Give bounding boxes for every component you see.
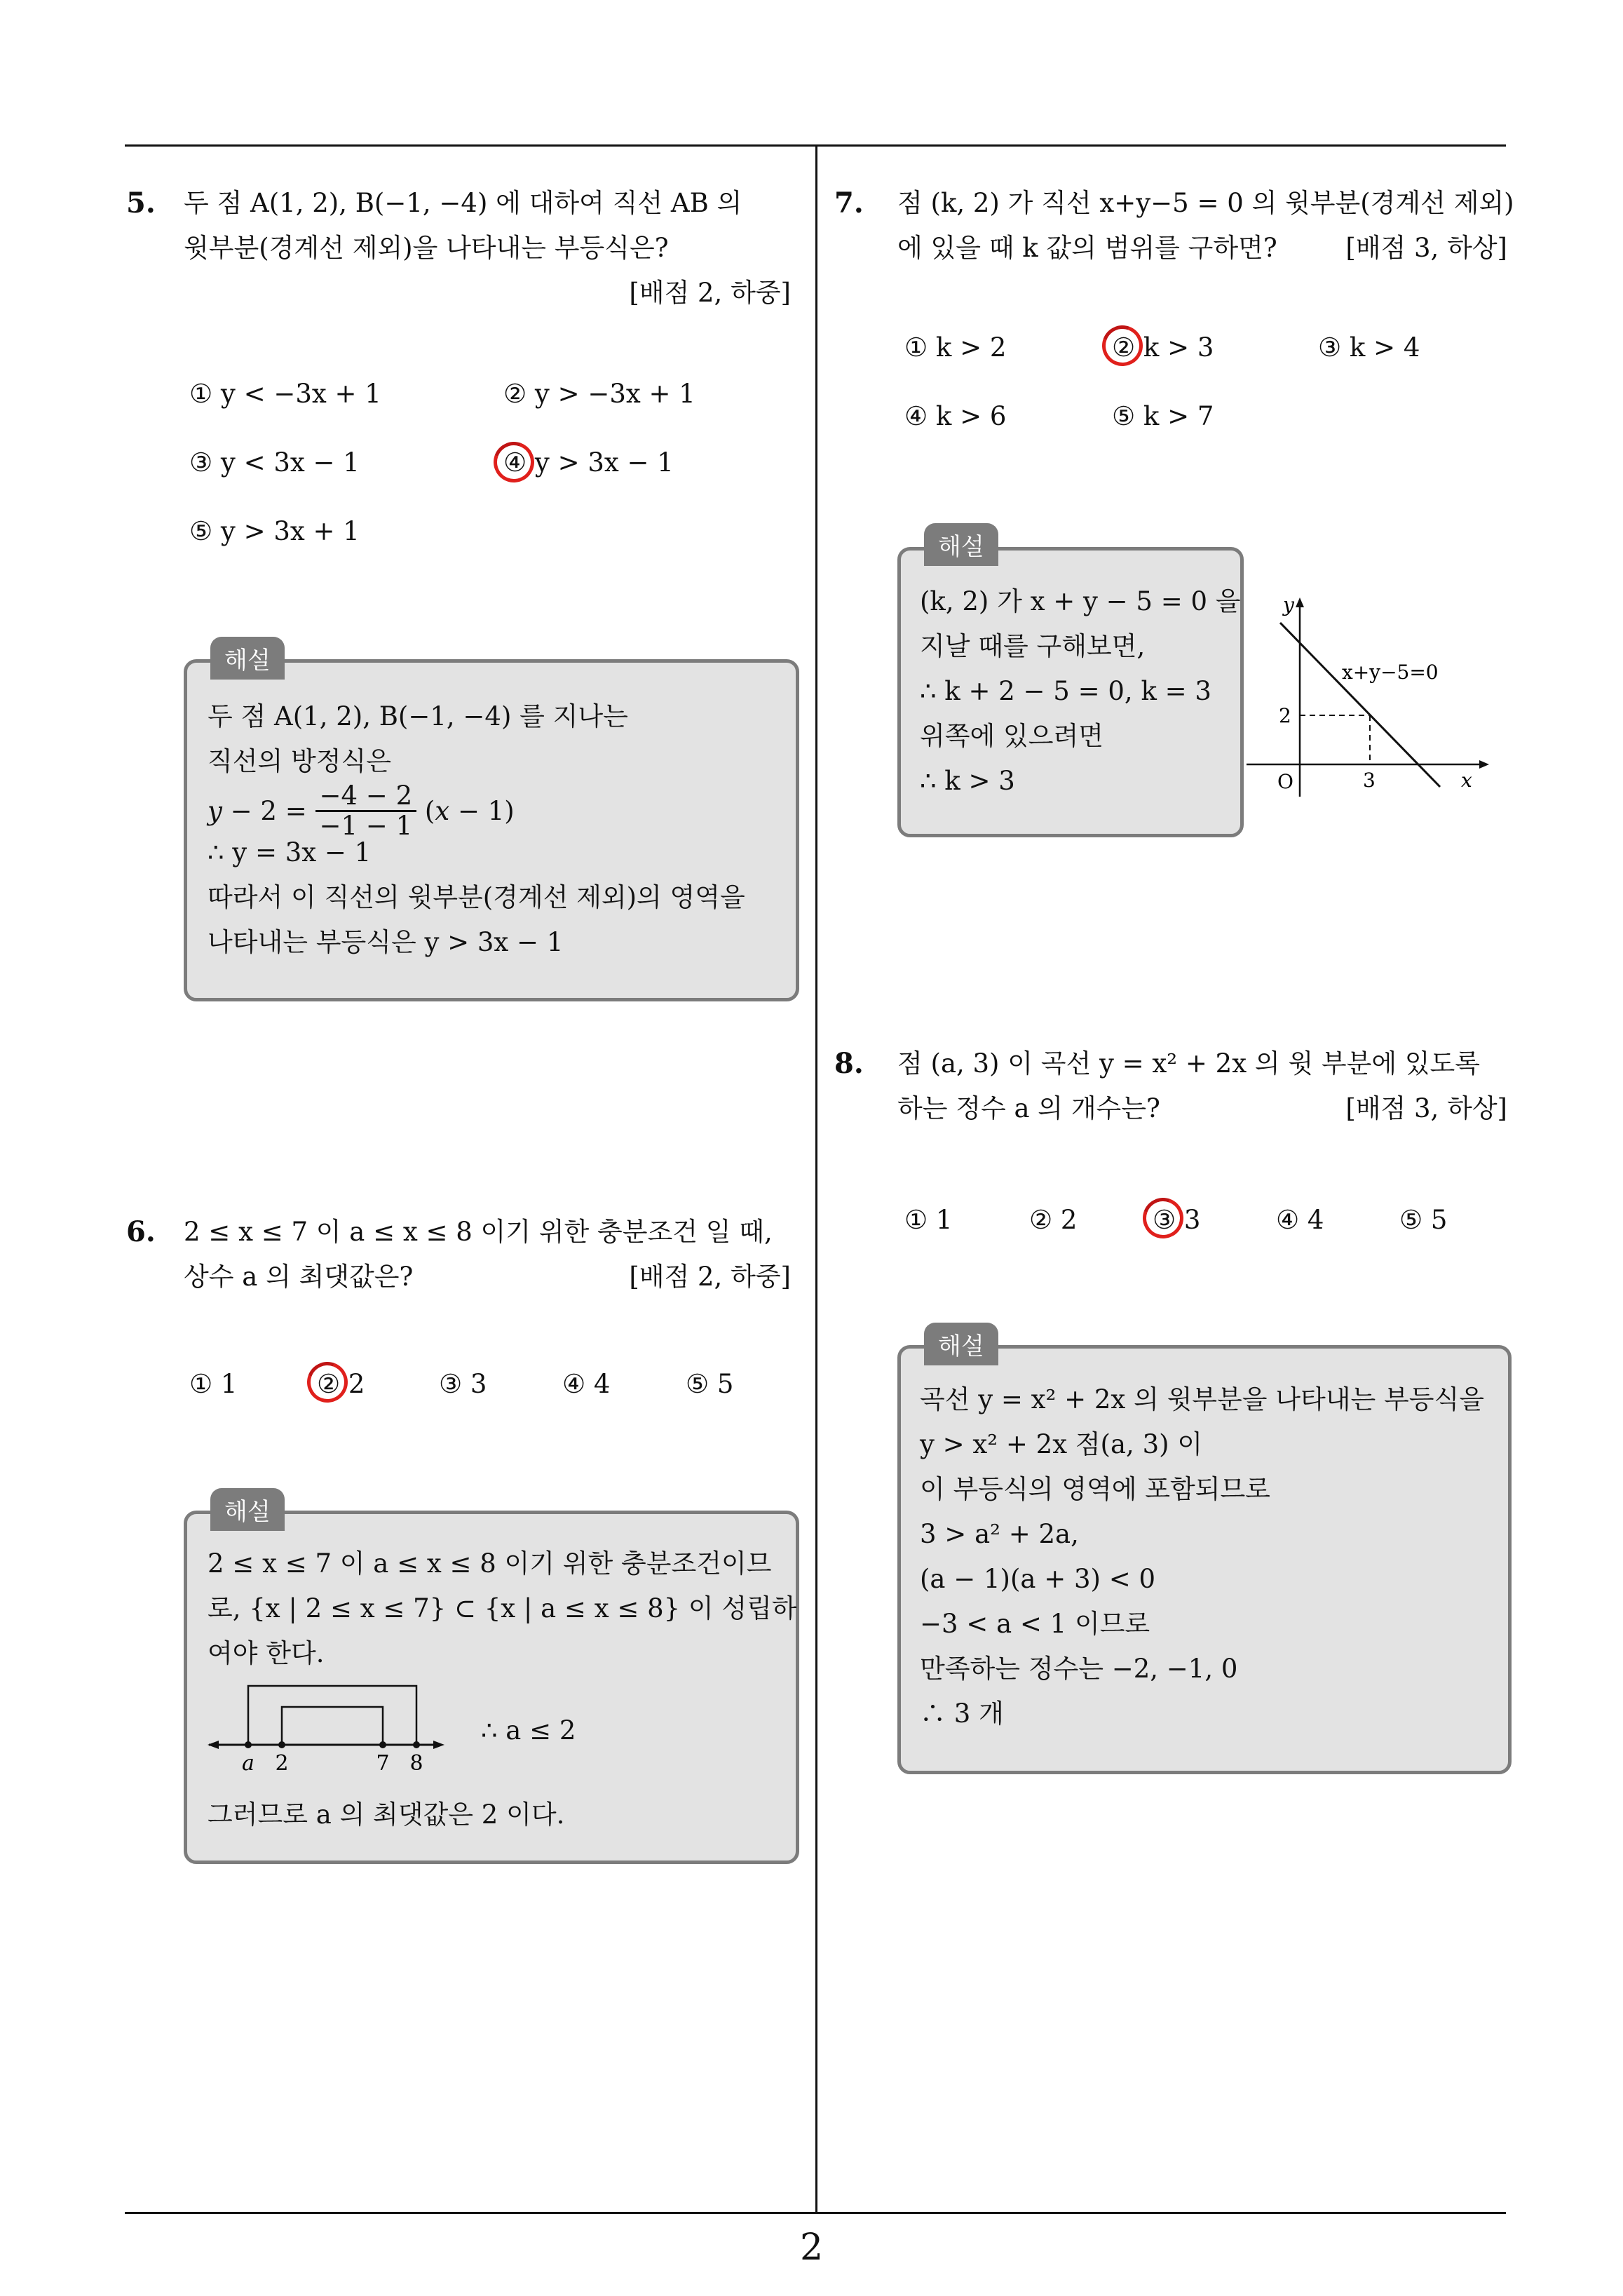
graph-line-label: x+y−5=0 xyxy=(1342,661,1439,684)
graph-tick-y: 2 xyxy=(1279,704,1291,727)
solution-line: 이 부등식의 영역에 포함되므로 xyxy=(920,1474,1270,1504)
column-divider xyxy=(815,144,817,2214)
choice-5[interactable]: ⑤ 5 xyxy=(686,1369,734,1399)
numberline-label: 8 xyxy=(409,1751,423,1776)
bottom-rule xyxy=(125,2212,1506,2214)
question-meta: [배점 2, 하중] xyxy=(629,1262,791,1292)
question-text-line: 2 ≤ x ≤ 7 이 a ≤ x ≤ 8 이기 위한 충분조건 일 때, xyxy=(184,1217,773,1247)
choice-5[interactable]: ⑤ 5 xyxy=(1399,1205,1448,1235)
solution-line: 만족하는 정수는 −2, −1, 0 xyxy=(920,1654,1238,1684)
solution-line: 직선의 방정식은 xyxy=(208,746,391,776)
answer-mark xyxy=(1095,318,1149,372)
question-5 xyxy=(126,181,799,321)
choice-1[interactable]: ① y < −3x + 1 xyxy=(189,379,381,409)
choice-5[interactable]: ⑤ k > 7 xyxy=(1112,401,1214,431)
solution-text xyxy=(208,830,745,965)
solution-line: 2 ≤ x ≤ 7 이 a ≤ x ≤ 8 이기 위한 충분조건이므 xyxy=(208,1548,772,1579)
solution-text xyxy=(208,1541,797,1676)
solution-line: ∴ k > 3 xyxy=(920,766,1015,796)
solution-text xyxy=(920,1377,1484,1736)
choice-2[interactable]: ② 2 xyxy=(1029,1205,1078,1235)
question-text-line: 상수 a 의 최댓값은? xyxy=(184,1262,414,1292)
line-graph xyxy=(1247,593,1492,797)
choice-1[interactable]: ① k > 2 xyxy=(904,332,1007,363)
question-text-line: 에 있을 때 k 값의 범위를 구하면? xyxy=(897,233,1277,263)
solution-line: ∴ y = 3x − 1 xyxy=(208,837,372,867)
solution-tag: 해설 xyxy=(924,523,998,566)
solution-line: 그러므로 a 의 최댓값은 2 이다. xyxy=(208,1799,565,1830)
graph-x-axis-label: x xyxy=(1461,769,1472,792)
question-text-line: 두 점 A(1, 2), B(−1, −4) 에 대하여 직선 AB 의 xyxy=(184,188,742,218)
question-number: 7. xyxy=(834,187,864,220)
choice-5[interactable]: ⑤ y > 3x + 1 xyxy=(189,516,360,546)
question-text-line: 하는 정수 a 의 개수는? xyxy=(897,1093,1160,1123)
solution-line: 두 점 A(1, 2), B(−1, −4) 를 지나는 xyxy=(208,701,628,731)
question-text-line: 점 (k, 2) 가 직선 x+y−5 = 0 의 윗부분(경계선 제외) xyxy=(897,188,1514,218)
solution-tag: 해설 xyxy=(210,1488,285,1531)
fraction-numerator: −4 − 2 xyxy=(315,782,417,812)
question-text-line: 점 (a, 3) 이 곡선 y = x² + 2x 의 윗 부분에 있도록 xyxy=(897,1048,1481,1079)
solution-line: −3 < a < 1 이므로 xyxy=(920,1609,1150,1639)
question-8 xyxy=(834,1041,1521,1140)
question-text-line: 윗부분(경계선 제외)을 나타내는 부등식은? xyxy=(184,233,669,263)
choice-2[interactable]: ② y > −3x + 1 xyxy=(503,379,695,409)
solution-line: 로, {x | 2 ≤ x ≤ 7} ⊂ {x | a ≤ x ≤ 8} 이 성립하 xyxy=(208,1593,797,1623)
numberline-label: a xyxy=(242,1751,254,1776)
choice-3[interactable]: ③ y < 3x − 1 xyxy=(189,447,360,478)
question-number: 8. xyxy=(834,1047,864,1080)
choice-4[interactable]: ④ y > 3x − 1 xyxy=(503,447,674,478)
solution-tag: 해설 xyxy=(924,1323,998,1365)
answer-mark xyxy=(487,435,541,489)
question-meta: [배점 3, 하상] xyxy=(1345,233,1507,263)
solution-tag: 해설 xyxy=(210,637,285,680)
number-line-diagram xyxy=(208,1682,446,1780)
solution-line: ∴ a ≤ 2 xyxy=(481,1715,576,1745)
choice-1[interactable]: ① 1 xyxy=(904,1205,953,1235)
choice-4[interactable]: ④ k > 6 xyxy=(904,401,1007,431)
solution-line: 여야 한다. xyxy=(208,1638,325,1668)
graph-origin-label: O xyxy=(1277,770,1293,793)
graph-tick-x: 3 xyxy=(1363,769,1376,792)
question-number: 6. xyxy=(126,1215,156,1248)
page-number: 2 xyxy=(799,2227,824,2269)
numberline-label: 2 xyxy=(275,1751,289,1776)
solution-line: 위쪽에 있으려면 xyxy=(920,721,1103,751)
graph-y-axis-label: y xyxy=(1283,593,1294,616)
solution-line: 3 > a² + 2a, xyxy=(920,1519,1079,1549)
fraction-denominator: −1 − 1 xyxy=(319,811,413,841)
choice-3[interactable]: ③ k > 4 xyxy=(1318,332,1420,363)
solution-text xyxy=(208,694,628,784)
answer-mark xyxy=(1136,1191,1190,1245)
choice-4[interactable]: ④ 4 xyxy=(1276,1205,1324,1235)
solution-line: ∴ k + 2 − 5 = 0, k = 3 xyxy=(920,676,1211,706)
solution-text xyxy=(920,579,1241,804)
solution-line: 나타내는 부등식은 y > 3x − 1 xyxy=(208,927,564,957)
question-7 xyxy=(834,181,1521,279)
choice-2[interactable]: ② 2 xyxy=(317,1369,365,1399)
fraction-equation: y − 2 = $\frac{-4 - 2}{-1 - 1}$ (x − 1) xyxy=(208,781,515,841)
question-6 xyxy=(126,1210,799,1308)
question-meta: [배점 2, 하중] xyxy=(629,278,791,308)
numberline-label: 7 xyxy=(376,1751,390,1776)
question-number: 5. xyxy=(126,187,156,220)
choice-1[interactable]: ① 1 xyxy=(189,1369,238,1399)
choice-2[interactable]: ② k > 3 xyxy=(1112,332,1214,363)
choice-3[interactable]: ③ 3 xyxy=(1153,1205,1201,1235)
question-meta: [배점 3, 하상] xyxy=(1345,1093,1507,1123)
solution-line: y > x² + 2x 점(a, 3) 이 xyxy=(920,1429,1203,1459)
choice-4[interactable]: ④ 4 xyxy=(562,1369,611,1399)
answer-mark xyxy=(300,1355,354,1409)
solution-line: 지날 때를 구해보면, xyxy=(920,631,1146,661)
solution-line: (a − 1)(a + 3) < 0 xyxy=(920,1564,1156,1594)
solution-line: 따라서 이 직선의 윗부분(경계선 제외)의 영역을 xyxy=(208,882,745,912)
solution-line: ∴ 3 개 xyxy=(920,1699,1004,1729)
solution-line: (k, 2) 가 x + y − 5 = 0 을 xyxy=(920,586,1241,616)
choice-3[interactable]: ③ 3 xyxy=(439,1369,487,1399)
solution-line: 곡선 y = x² + 2x 의 윗부분을 나타내는 부등식을 xyxy=(920,1384,1484,1414)
